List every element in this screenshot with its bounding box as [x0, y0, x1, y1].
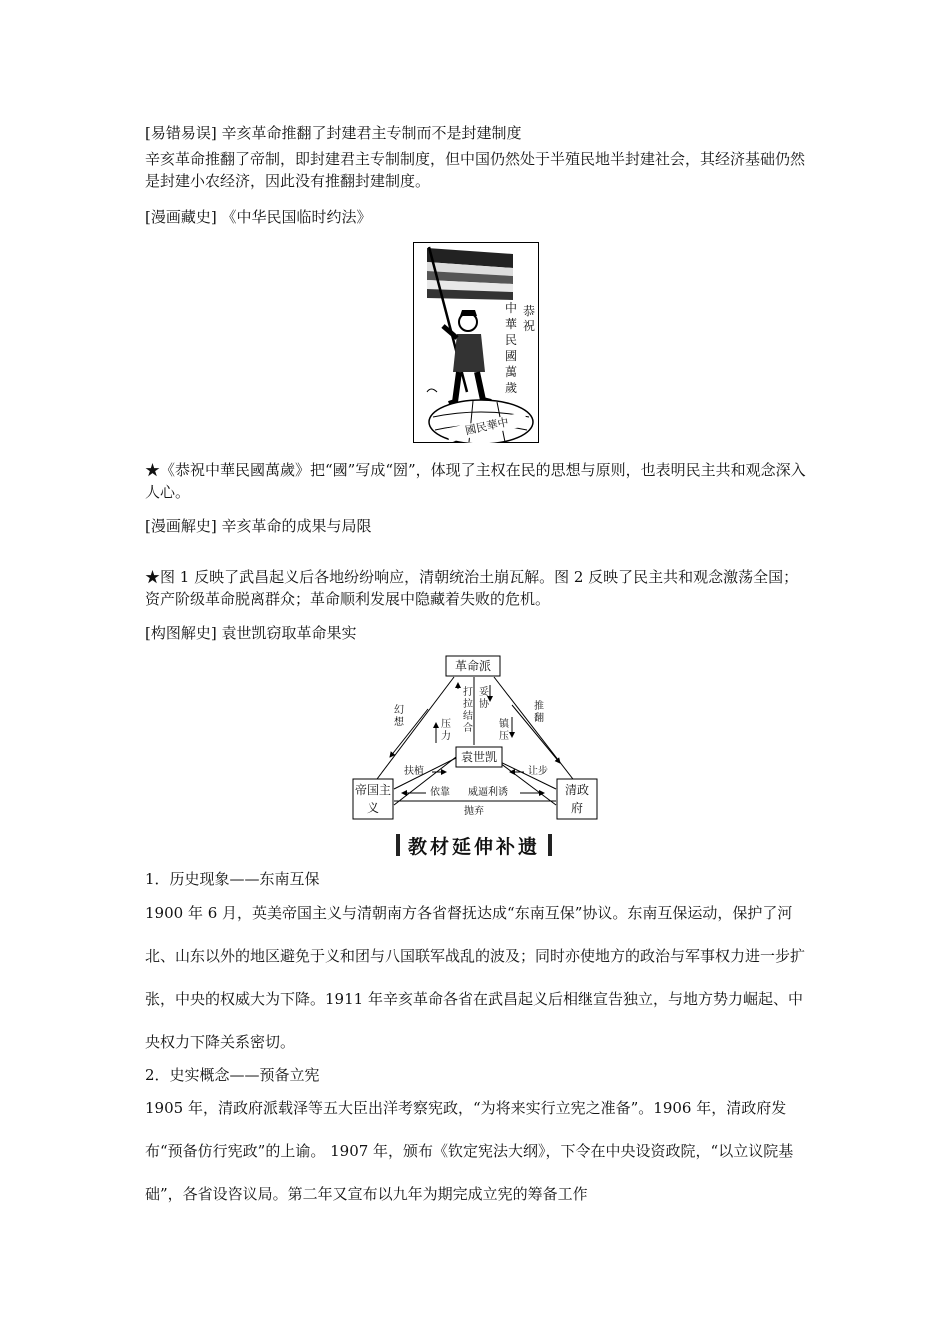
edge-label-support: 扶植 — [404, 766, 424, 777]
edge-label-illusion: 幻想 — [394, 705, 404, 728]
edge-label-co-opt: 打拉结合 — [463, 687, 473, 734]
banner-left-bar — [396, 834, 400, 856]
mistake-note-heading: [易错易误] 辛亥革命推翻了封建君主专制而不是封建制度 — [145, 124, 522, 142]
edge-label-suppress: 镇压 — [499, 719, 509, 742]
cartoon-collection-explanation: ★《恭祝中華民國萬歲》把“國”写成“圀”，体现了主权在民的思想与原则，也表明民主共和观念深入人心。 — [145, 461, 806, 501]
edge-label-rely: 依靠 — [430, 786, 458, 800]
item-2-title: 2．史实概念——预备立宪 — [145, 1066, 320, 1084]
cartoon-image — [413, 242, 539, 443]
edge-label-pressure: 压力 — [441, 719, 451, 742]
node-qing-government: 清政府 — [565, 783, 590, 815]
node-revolutionaries: 革命派 — [454, 659, 491, 673]
mistake-note-body: 辛亥革命推翻了帝制，即封建君主专制制度，但中国仍然处于半殖民地半封建社会，其经济基础仍然是封建小农经济，因此没有推翻封建制度。 — [145, 150, 806, 190]
cartoon-caption-main: 中華民國萬歲 — [504, 301, 517, 395]
section-banner — [393, 830, 555, 860]
cartoon-globe-text: 國民華中 — [446, 412, 527, 442]
cartoon-analysis-explanation: ★图 1 反映了武昌起义后各地纷纷响应，清朝统治土崩瓦解。图 2 反映了民主共和观念激荡全国；资产阶级革命脱离群众；革命顺利发展中隐藏着失败的危机。 — [145, 568, 799, 608]
relationship-diagram — [350, 653, 600, 825]
edge-label-coerce: 威逼利诱 — [468, 786, 518, 800]
cartoon-collection-heading: [漫画藏史] 《中华民国临时约法》 — [145, 208, 372, 226]
cartoon-caption-small: 恭祝 — [522, 304, 535, 333]
edge-label-compromise: 妥协 — [479, 687, 489, 710]
edge-label-overthrow: 推翻 — [534, 701, 544, 724]
banner-right-bar — [548, 834, 552, 856]
item-2-body: 1905 年，清政府派载泽等五大臣出洋考察宪政，“为将来实行立宪之准备”。1906 年，清政府发布“预备仿行宪政”的上谕。 1907 年，颁布《钦定宪法大纲》，下令在中央设资政院，“以立议院基础”，各省设咨议局。第二年又宣布以九年为期完成立宪的筹备工作 — [145, 1099, 794, 1203]
diagram-analysis-heading: [构图解史] 袁世凯窃取革命果实 — [145, 624, 357, 642]
cartoon-analysis-heading: [漫画解史] 辛亥革命的成果与局限 — [145, 517, 372, 535]
node-yuan-shikai: 袁世凯 — [460, 750, 497, 764]
edge-label-abandon: 抛弃 — [464, 806, 484, 817]
node-imperialism: 帝国主义 — [355, 783, 392, 815]
section-banner-title: 教材延伸补遗 — [407, 835, 540, 858]
item-1-body: 1900 年 6 月，英美帝国主义与清朝南方各省督抚达成“东南互保”协议。东南互保运动，保护了河北、山东以外的地区避免于义和团与八国联军战乱的波及；同时亦使地方的政治与军事权力进一步扩张，中央的权威大为下降。1911 年辛亥革命各省在武昌起义后相继宣告独立，与地方势力崛起、中央权力下降关系密切。 — [145, 904, 806, 1051]
item-1-title: 1．历史现象——东南互保 — [145, 870, 320, 888]
edge-label-concede: 让步 — [528, 766, 548, 777]
